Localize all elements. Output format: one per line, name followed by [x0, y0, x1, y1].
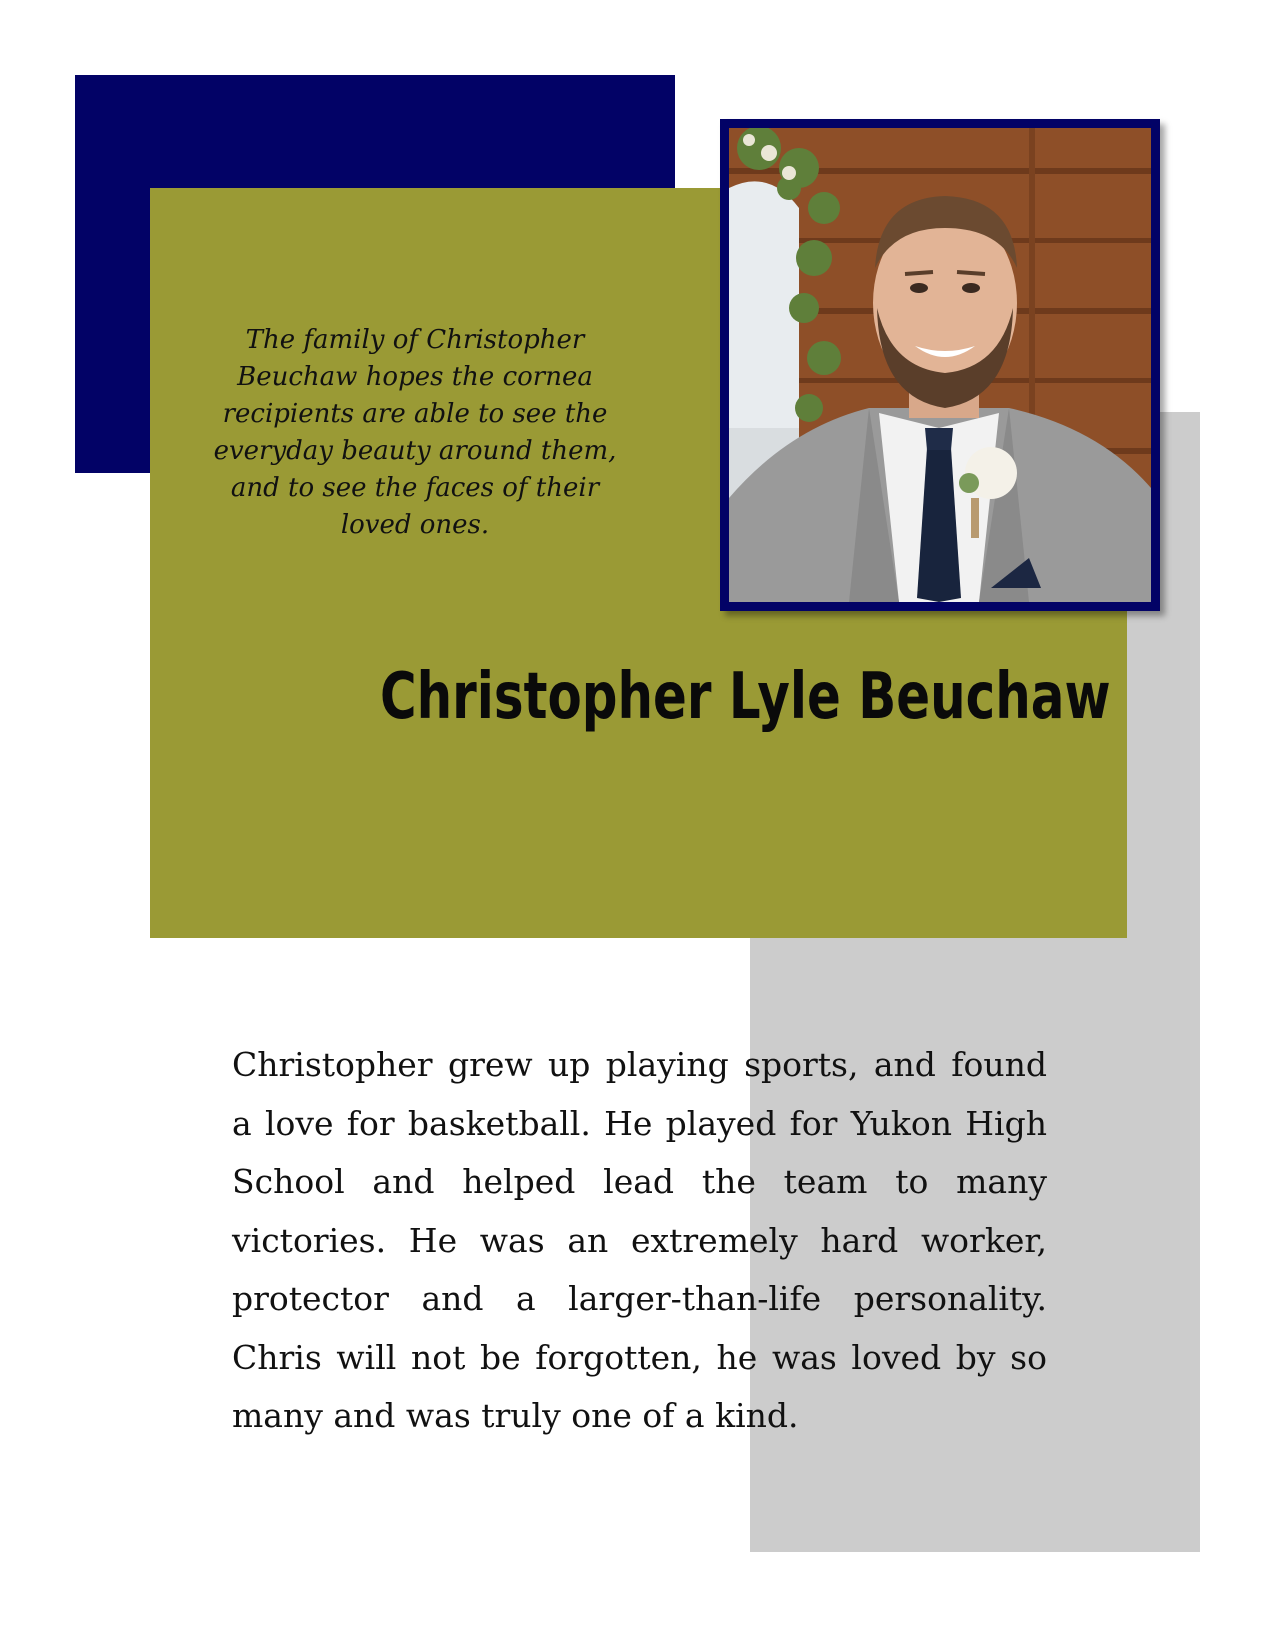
person-name: Christopher Lyle Beuchaw [380, 660, 1111, 734]
portrait-frame [720, 119, 1160, 611]
memorial-quote: The family of Christopher Beuchaw hopes the cornea recipients are able to see the everyday beauty around them, and to see the faces of their loved ones. [213, 325, 617, 540]
portrait-photo [729, 128, 1151, 602]
biography-paragraph: Christopher grew up playing sports, and found a love for basketball. He played for Yukon High School and helped lead the team to many victories. He was an extremely hard worker, protector and a larger-than-life personality. Chris will not be forgotten, he was loved by so many and was truly one of a kind. [232, 1045, 1047, 1435]
